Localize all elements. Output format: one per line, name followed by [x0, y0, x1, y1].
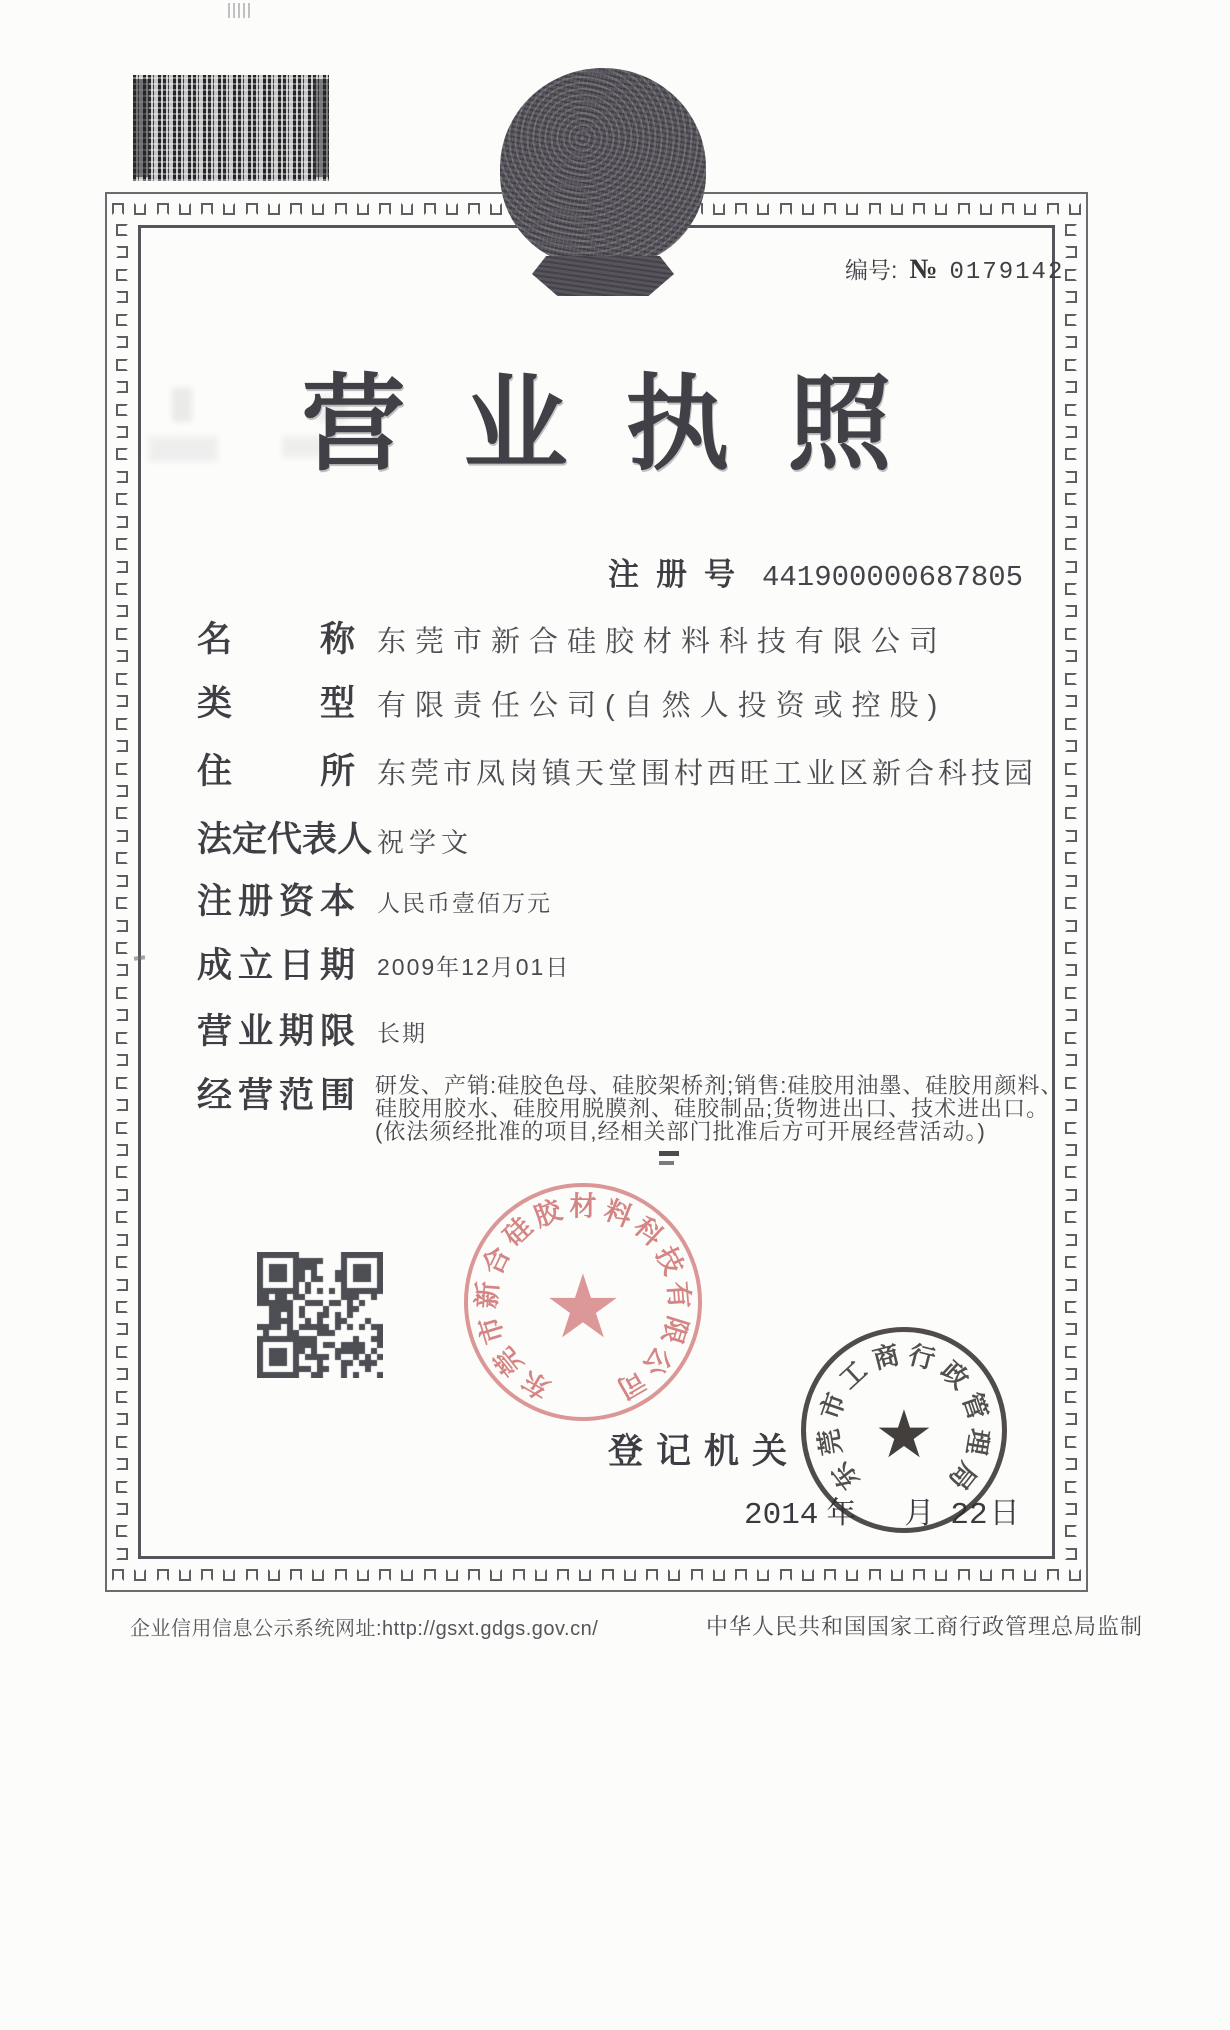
field-row-registered-capital: [197, 874, 552, 924]
field-label: 住 所: [197, 752, 355, 791]
field-value: 东莞市凤岗镇天堂围村西旺工业区新合科技园: [377, 758, 1038, 790]
year-unit: 年: [826, 1497, 857, 1530]
scan-artifact: [228, 3, 252, 18]
field-label: 营 业 期 限: [197, 1012, 355, 1051]
numero-sign: №: [909, 254, 938, 285]
star-icon: ★: [874, 1396, 934, 1471]
certificate-title: 营业执照: [301, 367, 950, 483]
field-value: 有限责任公司(自然人投资或控股): [377, 690, 947, 722]
field-value: 东莞市新合硅胶材料科技有限公司: [377, 626, 948, 658]
issue-day: 22: [950, 1498, 988, 1533]
footer-credit-system-url: 企业信用信息公示系统网址:http://gsxt.gdgs.gov.cn/: [130, 1618, 599, 1640]
field-value: 研发、产销:硅胶色母、硅胶架桥剂;销售:硅胶用油墨、硅胶用颜料、硅胶用胶水、硅胶用脱膜剂、硅胶制品;货物进出口、技术进出口。(依法须经批准的项目,经相关部门批准后方可开展经营活动。): [375, 1073, 1064, 1144]
registration-number-label: 注册号: [608, 557, 752, 592]
day-unit: 日: [989, 1497, 1020, 1530]
field-label: 经 营 范 围: [197, 1076, 355, 1115]
registration-number-row: [608, 549, 1023, 594]
field-row-business-scope: [197, 1068, 1075, 1143]
month-unit: 月: [904, 1497, 935, 1530]
footer-issuing-authority: 中华人民共和国国家工商行政管理总局监制: [706, 1614, 1144, 1639]
field-row-name: [197, 612, 947, 662]
field-value: 祝学文: [377, 828, 473, 858]
registrar-label: 登记机关: [608, 1432, 801, 1471]
serial-label: 编号:: [845, 257, 898, 283]
serial-number: 0179142: [949, 259, 1065, 286]
field-row-address: [197, 744, 1037, 794]
qr-code: [257, 1252, 383, 1378]
field-label: 法 定 代 表 人: [197, 820, 373, 859]
serial-number-row: [845, 252, 1064, 286]
star-icon: ★: [543, 1256, 623, 1356]
field-value: 长期: [377, 1020, 427, 1046]
company-seal: ★ 东 莞 市 新 合 硅 胶 材 料 科 技 有 限 公 司: [464, 1183, 702, 1421]
field-value: 2009年12月01日: [377, 954, 571, 980]
field-row-establish-date: [197, 938, 570, 988]
field-row-business-term: [197, 1004, 427, 1054]
national-emblem-icon: [500, 68, 706, 296]
scan-artifact: [659, 1151, 679, 1156]
field-row-legal-representative: [197, 812, 473, 862]
registration-number-value: 441900000687805: [762, 561, 1024, 594]
issue-year: 2014: [744, 1498, 819, 1533]
field-row-type: [197, 676, 946, 726]
barcode: [133, 75, 329, 181]
field-label: 注 册 资 本: [197, 882, 355, 921]
registrar-seal: ★ 东 莞 市 工 商 行 政 管 理 局: [801, 1327, 1007, 1533]
field-label: 名 称: [197, 620, 355, 659]
scan-artifact: [659, 1161, 674, 1165]
field-value: 人民币壹佰万元: [377, 890, 552, 916]
field-label: 类 型: [197, 684, 355, 723]
field-label: 成 立 日 期: [197, 946, 355, 985]
